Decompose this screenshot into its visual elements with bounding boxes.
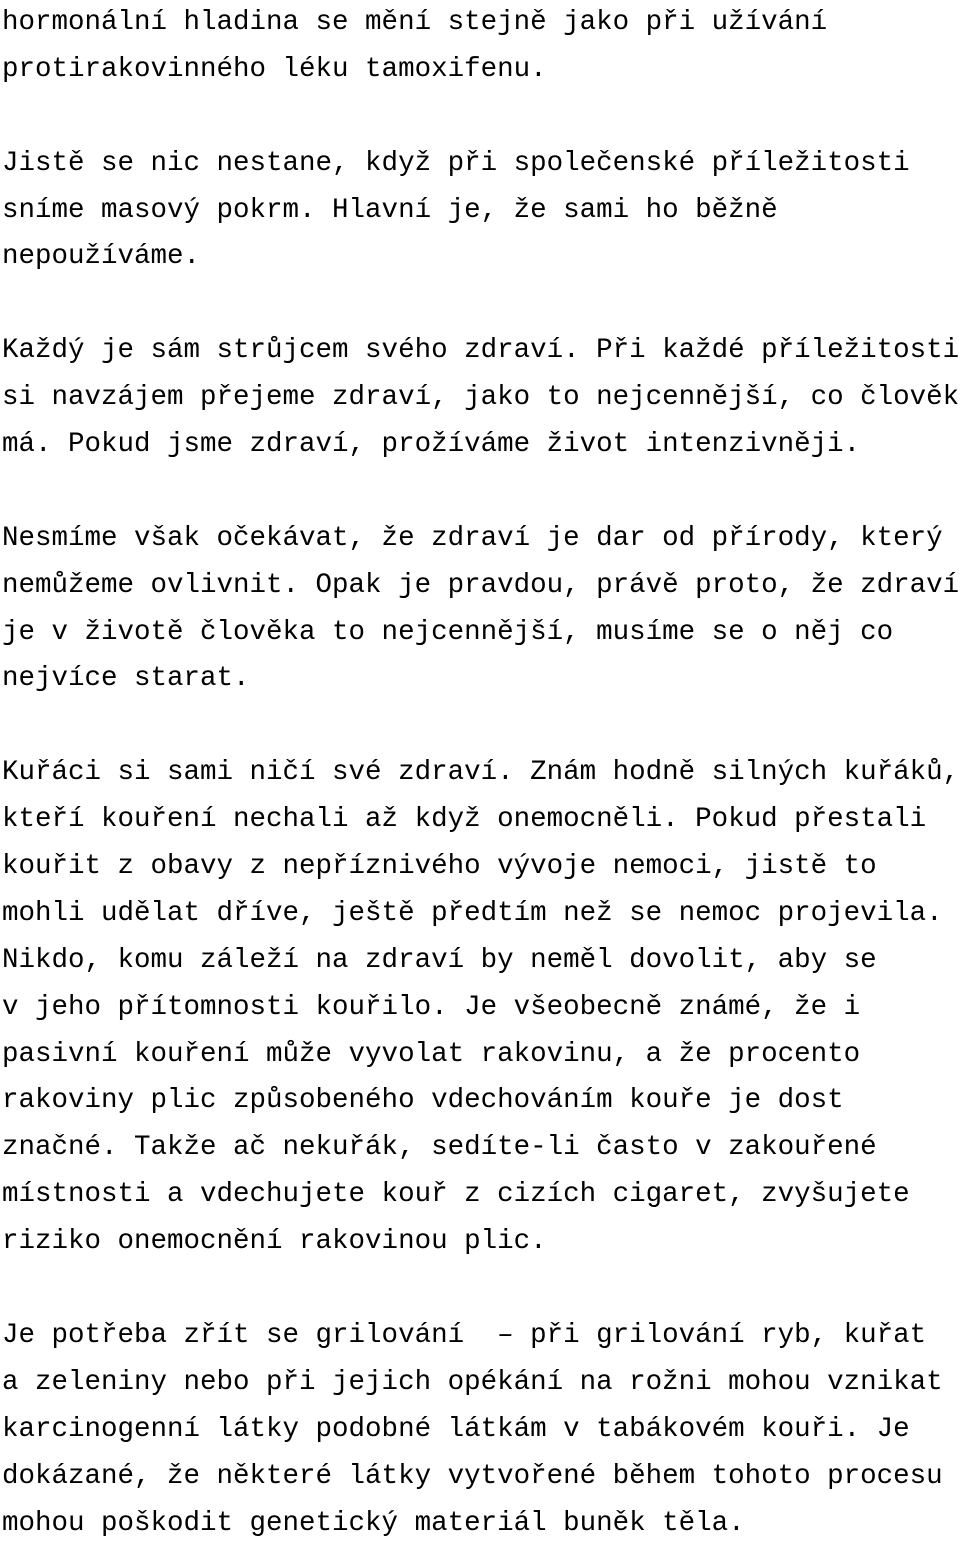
- paragraph-gap: [2, 469, 960, 516]
- paragraph-3: [2, 328, 960, 469]
- text-line: mohli udělat dříve, ještě předtím než se nemoc projevila.: [2, 891, 960, 938]
- text-line: Kuřáci si sami ničí své zdraví. Znám hodně silných kuřáků,: [2, 750, 960, 797]
- text-line: má. Pokud jsme zdraví, prožíváme život intenzivněji.: [2, 422, 960, 469]
- text-line: karcinogenní látky podobné látkám v tabákovém kouři. Je: [2, 1407, 960, 1454]
- paragraph-6: [2, 1313, 960, 1547]
- text-line: Jistě se nic nestane, když při společenské příležitosti: [2, 141, 960, 188]
- text-line: Nikdo, komu záleží na zdraví by neměl dovolit, aby se: [2, 938, 960, 985]
- document-page: [2, 0, 960, 1547]
- paragraph-gap: [2, 1266, 960, 1313]
- text-line: rakoviny plic způsobeného vdechováním kouře je dost: [2, 1078, 960, 1125]
- text-line: sníme masový pokrm. Hlavní je, že sami ho běžně: [2, 188, 960, 235]
- text-line: riziko onemocnění rakovinou plic.: [2, 1219, 960, 1266]
- text-line: dokázané, že některé látky vytvořené během tohoto procesu: [2, 1454, 960, 1501]
- text-line: nemůžeme ovlivnit. Opak je pravdou, právě proto, že zdraví: [2, 563, 960, 610]
- paragraph-1: [2, 0, 960, 94]
- text-line: hormonální hladina se mění stejně jako při užívání: [2, 0, 960, 47]
- paragraph-5: [2, 750, 960, 1266]
- text-line: značné. Takže ač nekuřák, sedíte-li často v zakouřené: [2, 1125, 960, 1172]
- text-line: mohou poškodit genetický materiál buněk těla.: [2, 1501, 960, 1547]
- paragraph-2: [2, 141, 960, 282]
- paragraph-gap: [2, 281, 960, 328]
- text-line: nepoužíváme.: [2, 234, 960, 281]
- text-line: v jeho přítomnosti kouřilo. Je všeobecně známé, že i: [2, 985, 960, 1032]
- text-line: Je potřeba zřít se grilování – při grilování ryb, kuřat: [2, 1313, 960, 1360]
- text-line: místnosti a vdechujete kouř z cizích cigaret, zvyšujete: [2, 1172, 960, 1219]
- paragraph-gap: [2, 703, 960, 750]
- text-line: Každý je sám strůjcem svého zdraví. Při každé příležitosti: [2, 328, 960, 375]
- text-line: protirakovinného léku tamoxifenu.: [2, 47, 960, 94]
- text-line: kteří kouření nechali až když onemocněli. Pokud přestali: [2, 797, 960, 844]
- paragraph-4: [2, 516, 960, 704]
- text-line: Nesmíme však očekávat, že zdraví je dar od přírody, který: [2, 516, 960, 563]
- text-line: a zeleniny nebo při jejich opékání na rožni mohou vznikat: [2, 1360, 960, 1407]
- text-line: kouřit z obavy z nepříznivého vývoje nemoci, jistě to: [2, 844, 960, 891]
- paragraph-gap: [2, 94, 960, 141]
- text-line: je v životě člověka to nejcennější, musíme se o něj co: [2, 610, 960, 657]
- text-line: si navzájem přejeme zdraví, jako to nejcennější, co člověk: [2, 375, 960, 422]
- text-line: pasivní kouření může vyvolat rakovinu, a že procento: [2, 1032, 960, 1079]
- text-line: nejvíce starat.: [2, 656, 960, 703]
